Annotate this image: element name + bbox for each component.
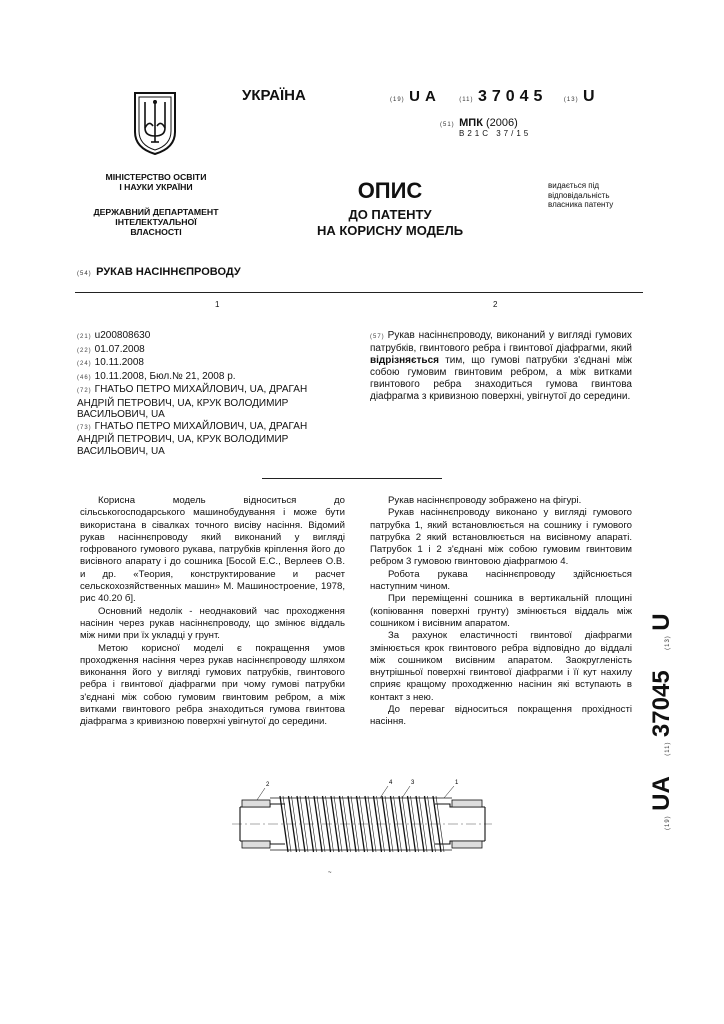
figure-label-2: 2: [266, 782, 270, 788]
paragraph: Корисна модель відноситься до сільськогосподарського машинобудування і може бути використана в сівалках точного висіву насіння. Відомий рукав насіннєпроводу який виконаний у вигляді гофрованого гумового рукава, патрубків кріплення його до висівного апарату і до сошника [Босой Е.С., Верлеев О.В. и др. «Теория, конструктирование и расчет сельскохозяйственных машин» М. Машиностроение, 1978, рис 40.20 б].: [80, 495, 345, 605]
paragraph: Рукав насіннєпроводу зображено на фігурі.: [388, 495, 582, 506]
inid-label-57: (57): [370, 334, 385, 340]
bib-item: (21) u200808630: [77, 330, 151, 341]
inid-label-51: (51): [440, 122, 455, 128]
paragraph: Метою корисної моделі є покращення умов проходження насіння через рукав насіннєпроводу шляхом виконання його у вигляді гумових патрубків, гвинтового ребра і гвинтової діафрагми при чому гумові патрубки з'єднані між собою гумовим гвинтовим ребром, а між витками гвинтового ребра знаходиться гумова гвинтова діафрагма з кривизною поверхні увігнутої до середини.: [80, 642, 345, 728]
figure-label-4: 4: [389, 780, 393, 786]
seed-tube-figure: [230, 772, 495, 877]
figure-caption: ~: [328, 870, 332, 876]
bib-item: (73) ГНАТЬО ПЕТРО МИХАЙЛОВИЧ, UA, ДРАГАН АНДРІЙ ПЕТРОВИЧ, UA, КРУК ВОЛОДИМИР ВАСИЛЬОВИЧ, UA: [77, 420, 308, 457]
inid-label-54: (54): [77, 271, 92, 277]
section-divider: [262, 478, 442, 479]
department-name: ДЕРЖАВНИЙ ДЕПАРТАМЕНТ ІНТЕЛЕКТУАЛЬНОЇ ВЛАСНОСТІ: [93, 207, 219, 237]
bib-item: (22) 01.07.2008: [77, 343, 145, 355]
ipc-class: B21C 37/15: [459, 129, 532, 138]
column-number-left: 1: [215, 300, 220, 309]
issued-note: видається під відповідальність власника патенту: [548, 181, 614, 209]
description-left-column: [80, 495, 345, 729]
document-title: ОПИС: [357, 178, 423, 203]
paragraph: Основний недолік - неоднаковий час проходження насінин через рукав насіннєпроводу, що змінює віддаль між ними при їх укладці у грунт.: [80, 605, 345, 642]
document-number: 37045: [477, 88, 548, 105]
paragraph: Рукав насіннєпроводу виконано у вигляді гумового патрубка 1, який встановлюється на сошнику і гумового патрубка 2 який встановлюється на висівному апараті. Патрубок 1 і 2 з'єднані між собою гумовим гвинтовим ребром 3 гумовою гвинтовою діафрагмою 4.: [370, 507, 632, 568]
side-inid-13: (13): [665, 635, 671, 650]
bib-item: (24) 10.11.2008: [77, 357, 144, 368]
document-subtitle: ДО ПАТЕНТУ НА КОРИСНУ МОДЕЛЬ: [316, 207, 464, 238]
column-number-right: 2: [493, 300, 498, 309]
inid-label-13: (13): [563, 97, 579, 103]
inid-label-19: (19): [390, 97, 405, 103]
document-code: [390, 88, 595, 106]
ipc-label: МПК (2006): [459, 117, 518, 129]
bib-item: (46) 10.11.2008, Бюл.№ 21, 2008 р.: [77, 370, 236, 382]
invention-title: [77, 262, 241, 280]
side-document-code: [648, 613, 676, 830]
paragraph: За рахунок еластичності гвинтової діафрагми змінюється крок гвинтового ребра відповідно до віддалі між сошником висівним апаратом. Заокругленість внутрішньої поверхні гвинтової діафрагми і її кут нахилу сприяє кращому проходженню насінин які вступають в контакт з нею.: [370, 630, 632, 703]
side-inid-11: (11): [665, 741, 671, 756]
side-inid-19: (19): [665, 815, 671, 830]
ministry-name: МІНІСТЕРСТВО ОСВІТИ І НАУКИ УКРАЇНИ: [105, 172, 207, 192]
country-name: УКРАЇНА: [242, 87, 306, 104]
coat-of-arms-icon: [131, 90, 179, 156]
title-text: РУКАВ НАСІННЄПРОВОДУ: [96, 266, 241, 278]
abstract: (57) Рукав насіннєпроводу, виконаний у вигляді гумових патрубків, гвинтового ребра і гвинтової діафрагми, який відрізняється тим, що гумові патрубки з'єднані між собою гумовим гвинтовим ребром, а між витками гвинтового ребра знаходиться гумова гвинтова діафрагма з кривизною поверхні, увігнутої до середини.: [370, 330, 632, 402]
description-right-column: [370, 495, 632, 729]
document-kind: U: [583, 88, 595, 105]
country-code: UA: [409, 88, 441, 105]
side-country-code: UA: [648, 776, 675, 811]
paragraph: Робота рукава насіннєпроводу здійснюється наступним чином.: [370, 568, 632, 593]
side-document-kind: U: [648, 613, 675, 631]
bibliographic-data: [77, 330, 342, 457]
paragraph: До переваг відноситься покращення прохідності насіння.: [370, 704, 632, 728]
figure-label-3: 3: [411, 780, 415, 786]
bib-item: (72) ГНАТЬО ПЕТРО МИХАЙЛОВИЧ, UA, ДРАГАН АНДРІЙ ПЕТРОВИЧ, UA, КРУК ВОЛОДИМИР ВАСИЛЬОВИЧ, UA: [77, 384, 308, 420]
side-document-number: 37045: [648, 670, 675, 738]
paragraph: При переміщенні сошника в вертикальній площині (копіювання поверхні грунту) змінюється віддаль між сошником і висівним апаратом.: [370, 593, 632, 629]
figure-label-1: 1: [455, 780, 459, 786]
title-rule: [75, 292, 643, 293]
inid-label-11: (11): [459, 97, 474, 103]
